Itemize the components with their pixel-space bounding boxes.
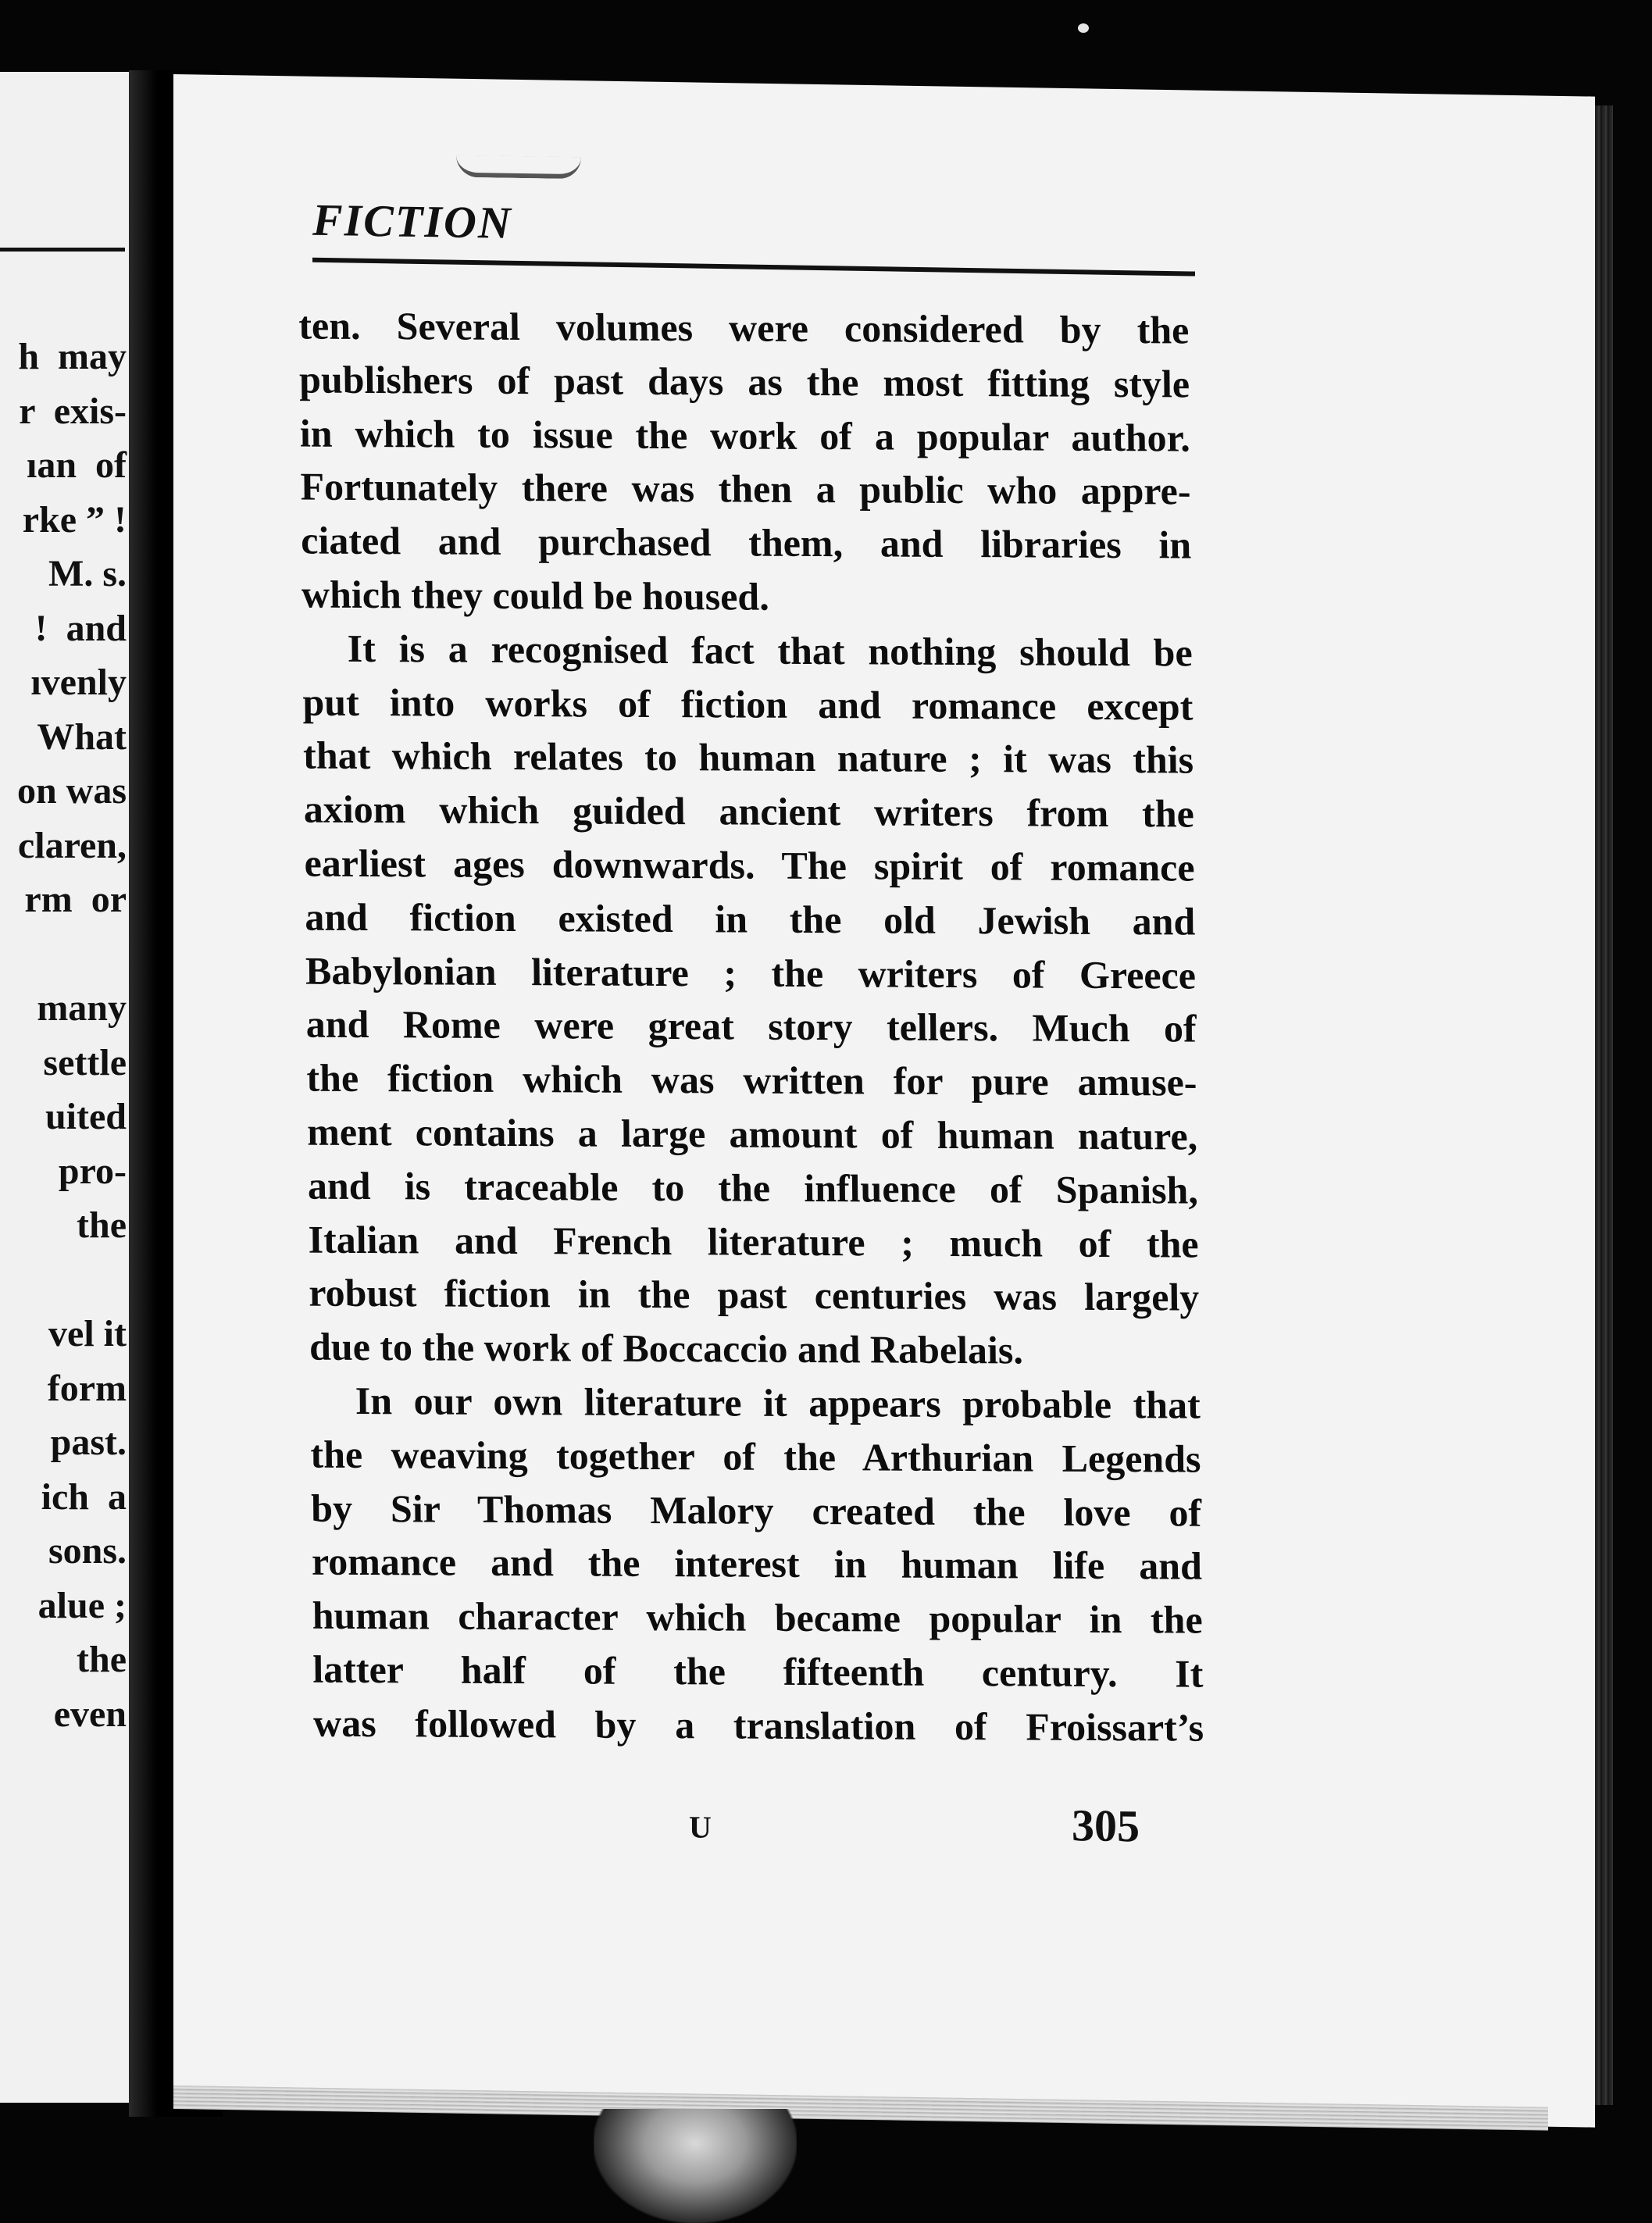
left-line: alue ;: [37, 1584, 127, 1626]
text-line: In our own literature it appears probable that: [355, 1378, 1201, 1427]
text-line: ment contains a large amount of human nature,: [306, 1109, 1198, 1158]
left-line: pro-: [58, 1150, 127, 1192]
left-line: What: [37, 715, 127, 758]
text-line: publishers of past days as the most fitting style: [298, 357, 1190, 406]
left-line: ıvenly: [30, 662, 127, 703]
clip-mark: [456, 155, 581, 180]
text-line: and Rome were great story tellers. Much of: [305, 1001, 1197, 1051]
left-line: the: [77, 1204, 127, 1246]
text-line: was followed by a translation of Froissart’s: [312, 1700, 1204, 1750]
left-line: the: [77, 1639, 127, 1680]
page-number: 305: [1072, 1800, 1140, 1852]
left-line: on was: [16, 770, 127, 812]
text-line: the fiction which was written for pure amuse-: [306, 1055, 1197, 1104]
text-line: axiom which guided ancient writers from the: [303, 787, 1195, 836]
left-line: rm or: [24, 879, 127, 920]
left-page-head-rule: [0, 248, 125, 252]
dust-speck: [1078, 23, 1089, 33]
text-line: and is traceable to the influence of Spanish,: [307, 1163, 1199, 1212]
left-line: vel it: [48, 1313, 127, 1354]
left-line: uited: [45, 1096, 127, 1137]
text-line: put into works of fiction and romance except: [302, 680, 1194, 729]
text-line: that which relates to human nature ; it was this: [302, 733, 1194, 782]
left-line: [17, 1253, 127, 1308]
text-line: human character which became popular in the: [312, 1593, 1203, 1642]
text-line: Fortunately there was then a public who appre-: [300, 464, 1191, 513]
left-line: ıan of: [26, 444, 127, 486]
left-line: settle: [43, 1041, 127, 1083]
left-line: form: [47, 1367, 127, 1409]
left-line: past.: [50, 1422, 127, 1463]
left-line: many: [37, 987, 127, 1029]
body-text: [298, 299, 1204, 1755]
text-line: earliest ages downwards. The spirit of romance: [304, 840, 1195, 890]
left-line: ! and: [34, 607, 127, 649]
text-line: the weaving together of the Arthurian Legends: [310, 1432, 1201, 1481]
text-line: due to the work of Boccaccio and Rabelais.: [309, 1324, 1024, 1372]
left-line: h may: [18, 336, 127, 377]
signature-mark: U: [689, 1809, 712, 1845]
left-line: M. s.: [48, 553, 127, 594]
text-line: It is a recognised fact that nothing should be: [347, 626, 1193, 675]
left-line: claren,: [17, 824, 127, 866]
left-page-text: [17, 330, 127, 1741]
text-line: and fiction existed in the old Jewish and: [304, 894, 1196, 944]
left-line: r exis-: [19, 390, 127, 432]
running-head-rule: [312, 258, 1195, 277]
text-line: romance and the interest in human life and: [311, 1540, 1203, 1588]
text-line: in which to issue the work of a popular author.: [299, 411, 1191, 460]
text-line: robust fiction in the past centuries was largely: [309, 1270, 1200, 1319]
left-line: rke ” !: [22, 498, 127, 541]
text-line: by Sir Thomas Malory created the love of: [310, 1486, 1202, 1535]
text-line: Babylonian literature ; the writers of Greece: [305, 948, 1197, 997]
text-line: which they could be housed.: [301, 572, 769, 619]
left-line: ich a: [41, 1475, 127, 1518]
left-line: even: [53, 1693, 127, 1735]
text-line: Italian and French literature ; much of the: [308, 1217, 1199, 1266]
text-line: ten. Several volumes were considered by the: [298, 303, 1190, 352]
left-line: sons.: [48, 1530, 127, 1572]
torn-paper-scrap: [594, 2109, 797, 2223]
running-head: FICTION: [312, 194, 512, 248]
text-line: ciated and purchased them, and libraries in: [300, 518, 1192, 567]
left-line: [17, 927, 127, 982]
right-page: [173, 74, 1595, 2128]
text-line: latter half of the fifteenth century. It: [312, 1647, 1204, 1696]
